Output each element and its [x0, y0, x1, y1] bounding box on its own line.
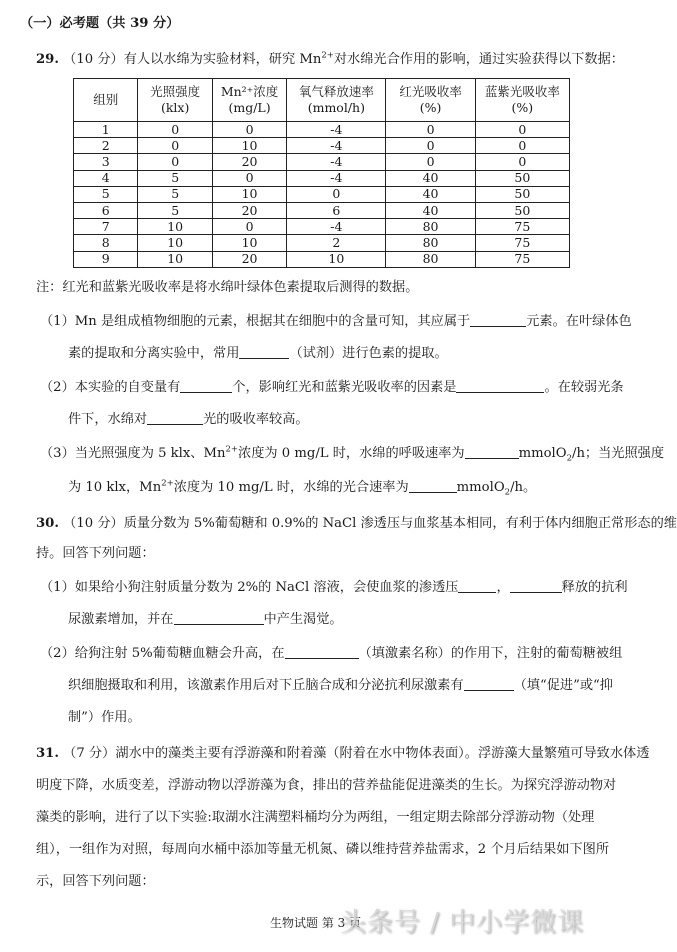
q31-number: 31.: [36, 746, 59, 761]
q29-part3-line1: （3）当光照强度为 5 klx、$Mn^{2+}$浓度为 0 mg/L 时，水绵的呼吸速率为 mmolO$_2$/h；当光照强度: [40, 444, 665, 464]
q29-part1-line1: （1）Mn 是组成植物细胞的元素，根据其在细胞中的含量可知，其应属于 元素。在叶绿体色: [40, 314, 632, 329]
watermark: 头条号 / 中小学微课: [340, 908, 585, 938]
answer-blank[interactable]: [465, 444, 519, 459]
q30-part1-line1: （1）如果给小狗注射质量分数为 2%的 NaCl 溶液，会使血浆的渗透压 ， 释放的抗利: [40, 580, 628, 595]
q29-part2-line1: （2）本实验的自变量有 个，影响红光和蓝紫光吸收率的因素是 。在较弱光条: [40, 380, 624, 395]
answer-blank[interactable]: [458, 578, 496, 593]
answer-blank[interactable]: [174, 610, 264, 625]
q31-line3: 藻类的影响，进行了以下实验:取湖水注满塑料桶均分为两组，一组定期去除部分浮游动物（处理: [36, 810, 595, 825]
table-row: 4 5 0 -4 40 50: [74, 170, 570, 186]
q29-stem: [36, 50, 624, 70]
q31-line1: 31. （7 分）湖水中的藻类主要有浮游藻和附着藻（附着在水中物体表面）。浮游藻大量繁殖可导致水体透: [36, 746, 650, 761]
header-red: 红光吸收率 (%): [386, 79, 475, 122]
q29-stem-sup: 2+: [321, 50, 334, 61]
data-table: [73, 78, 570, 268]
table-row: 3 0 20 -4 0 0: [74, 154, 570, 170]
q30-part2-line3: 制”）作用。: [68, 710, 141, 725]
q29-part2-line2: 件下，水绵对 光的吸收率较高。: [68, 412, 309, 427]
q31-line4: 组），一组作为对照，每周向水桶中添加等量无机氮、磷以维持营养盐需求，2 个月后结果如下图所: [36, 842, 610, 857]
page-footer: 生物试题 第 3 页: [270, 916, 362, 930]
answer-blank[interactable]: [147, 410, 203, 425]
q30-stem-line2: 持。回答下列问题：: [36, 546, 155, 561]
answer-blank[interactable]: [239, 344, 289, 359]
q29-stem-text: 有人以水绵为实验材料，研究 Mn: [123, 52, 322, 67]
answer-blank[interactable]: [464, 676, 514, 691]
q29-part3-line2: 为 10 klx，$Mn^{2+}$浓度为 10 mg/L 时，水绵的光合速率为 mmolO$_2$/h。: [68, 478, 537, 498]
header-mn: Mn²⁺浓度 (mg/L): [212, 79, 286, 122]
table-row: 7 10 0 -4 80 75: [74, 219, 570, 235]
table-row: 2 0 10 -4 0 0: [74, 138, 570, 154]
table-row: 1 0 0 -4 0 0: [74, 122, 570, 138]
table-row: 9 10 20 10 80 75: [74, 251, 570, 267]
q30-number: 30.: [36, 516, 59, 531]
q29-number: 29.: [36, 52, 59, 67]
q30-stem-line1: 30. （10 分）质量分数为 5%葡萄糖和 0.9%的 NaCl 渗透压与血浆基本相同，有利于体内细胞正常形态的维: [36, 516, 677, 531]
q30-part2-line1: （2）给狗注射 5%葡萄糖血糖会升高，在 （填激素名称）的作用下，注射的葡萄糖被组: [40, 646, 623, 661]
table-row: 6 5 20 6 40 50: [74, 202, 570, 218]
table-row: 8 10 10 2 80 75: [74, 235, 570, 251]
q29-stem-text-2: 对水绵光合作用的影响，通过实验获得以下数据：: [333, 52, 624, 67]
q30-part1-line2: 尿激素增加，并在 中产生渴觉。: [68, 612, 343, 627]
answer-blank[interactable]: [470, 312, 526, 327]
table-header-row: [74, 79, 570, 122]
section-header: （一）必考题（共 39 分）: [20, 16, 180, 31]
header-group: 组别: [74, 79, 138, 122]
header-light: 光照强度 (klx): [138, 79, 212, 122]
q31-line2: 明度下降，水质变差，浮游动物以浮游藻为食，排出的营养盐能促进藻类的生长。为探究浮游动物对: [36, 778, 617, 793]
q30-part2-line2: 织细胞摄取和利用，该激素作用后对下丘脑合成和分泌抗利尿激素有 （填“促进”或“抑: [68, 678, 613, 693]
q29-part1-line2: 素的提取和分离实验中，常用 （试剂）进行色素的提取。: [68, 346, 448, 361]
answer-blank[interactable]: [409, 478, 457, 493]
q31-line5: 示，回答下列问题：: [36, 874, 155, 889]
q31-points: （7 分）: [63, 746, 116, 761]
header-oxygen: 氧气释放速率 (mmol/h): [287, 79, 386, 122]
answer-blank[interactable]: [180, 378, 232, 393]
q29-points: （10 分）: [63, 52, 124, 67]
q29-note: 注：红光和蓝紫光吸收率是将水绵叶绿体色素提取后测得的数据。: [36, 280, 419, 295]
answer-blank[interactable]: [510, 578, 562, 593]
header-blue: 蓝紫光吸收率 (%): [475, 79, 569, 122]
q30-points: （10 分）: [63, 516, 124, 531]
answer-blank[interactable]: [456, 378, 544, 393]
table-row: 5 5 10 0 40 50: [74, 186, 570, 202]
answer-blank[interactable]: [285, 644, 359, 659]
